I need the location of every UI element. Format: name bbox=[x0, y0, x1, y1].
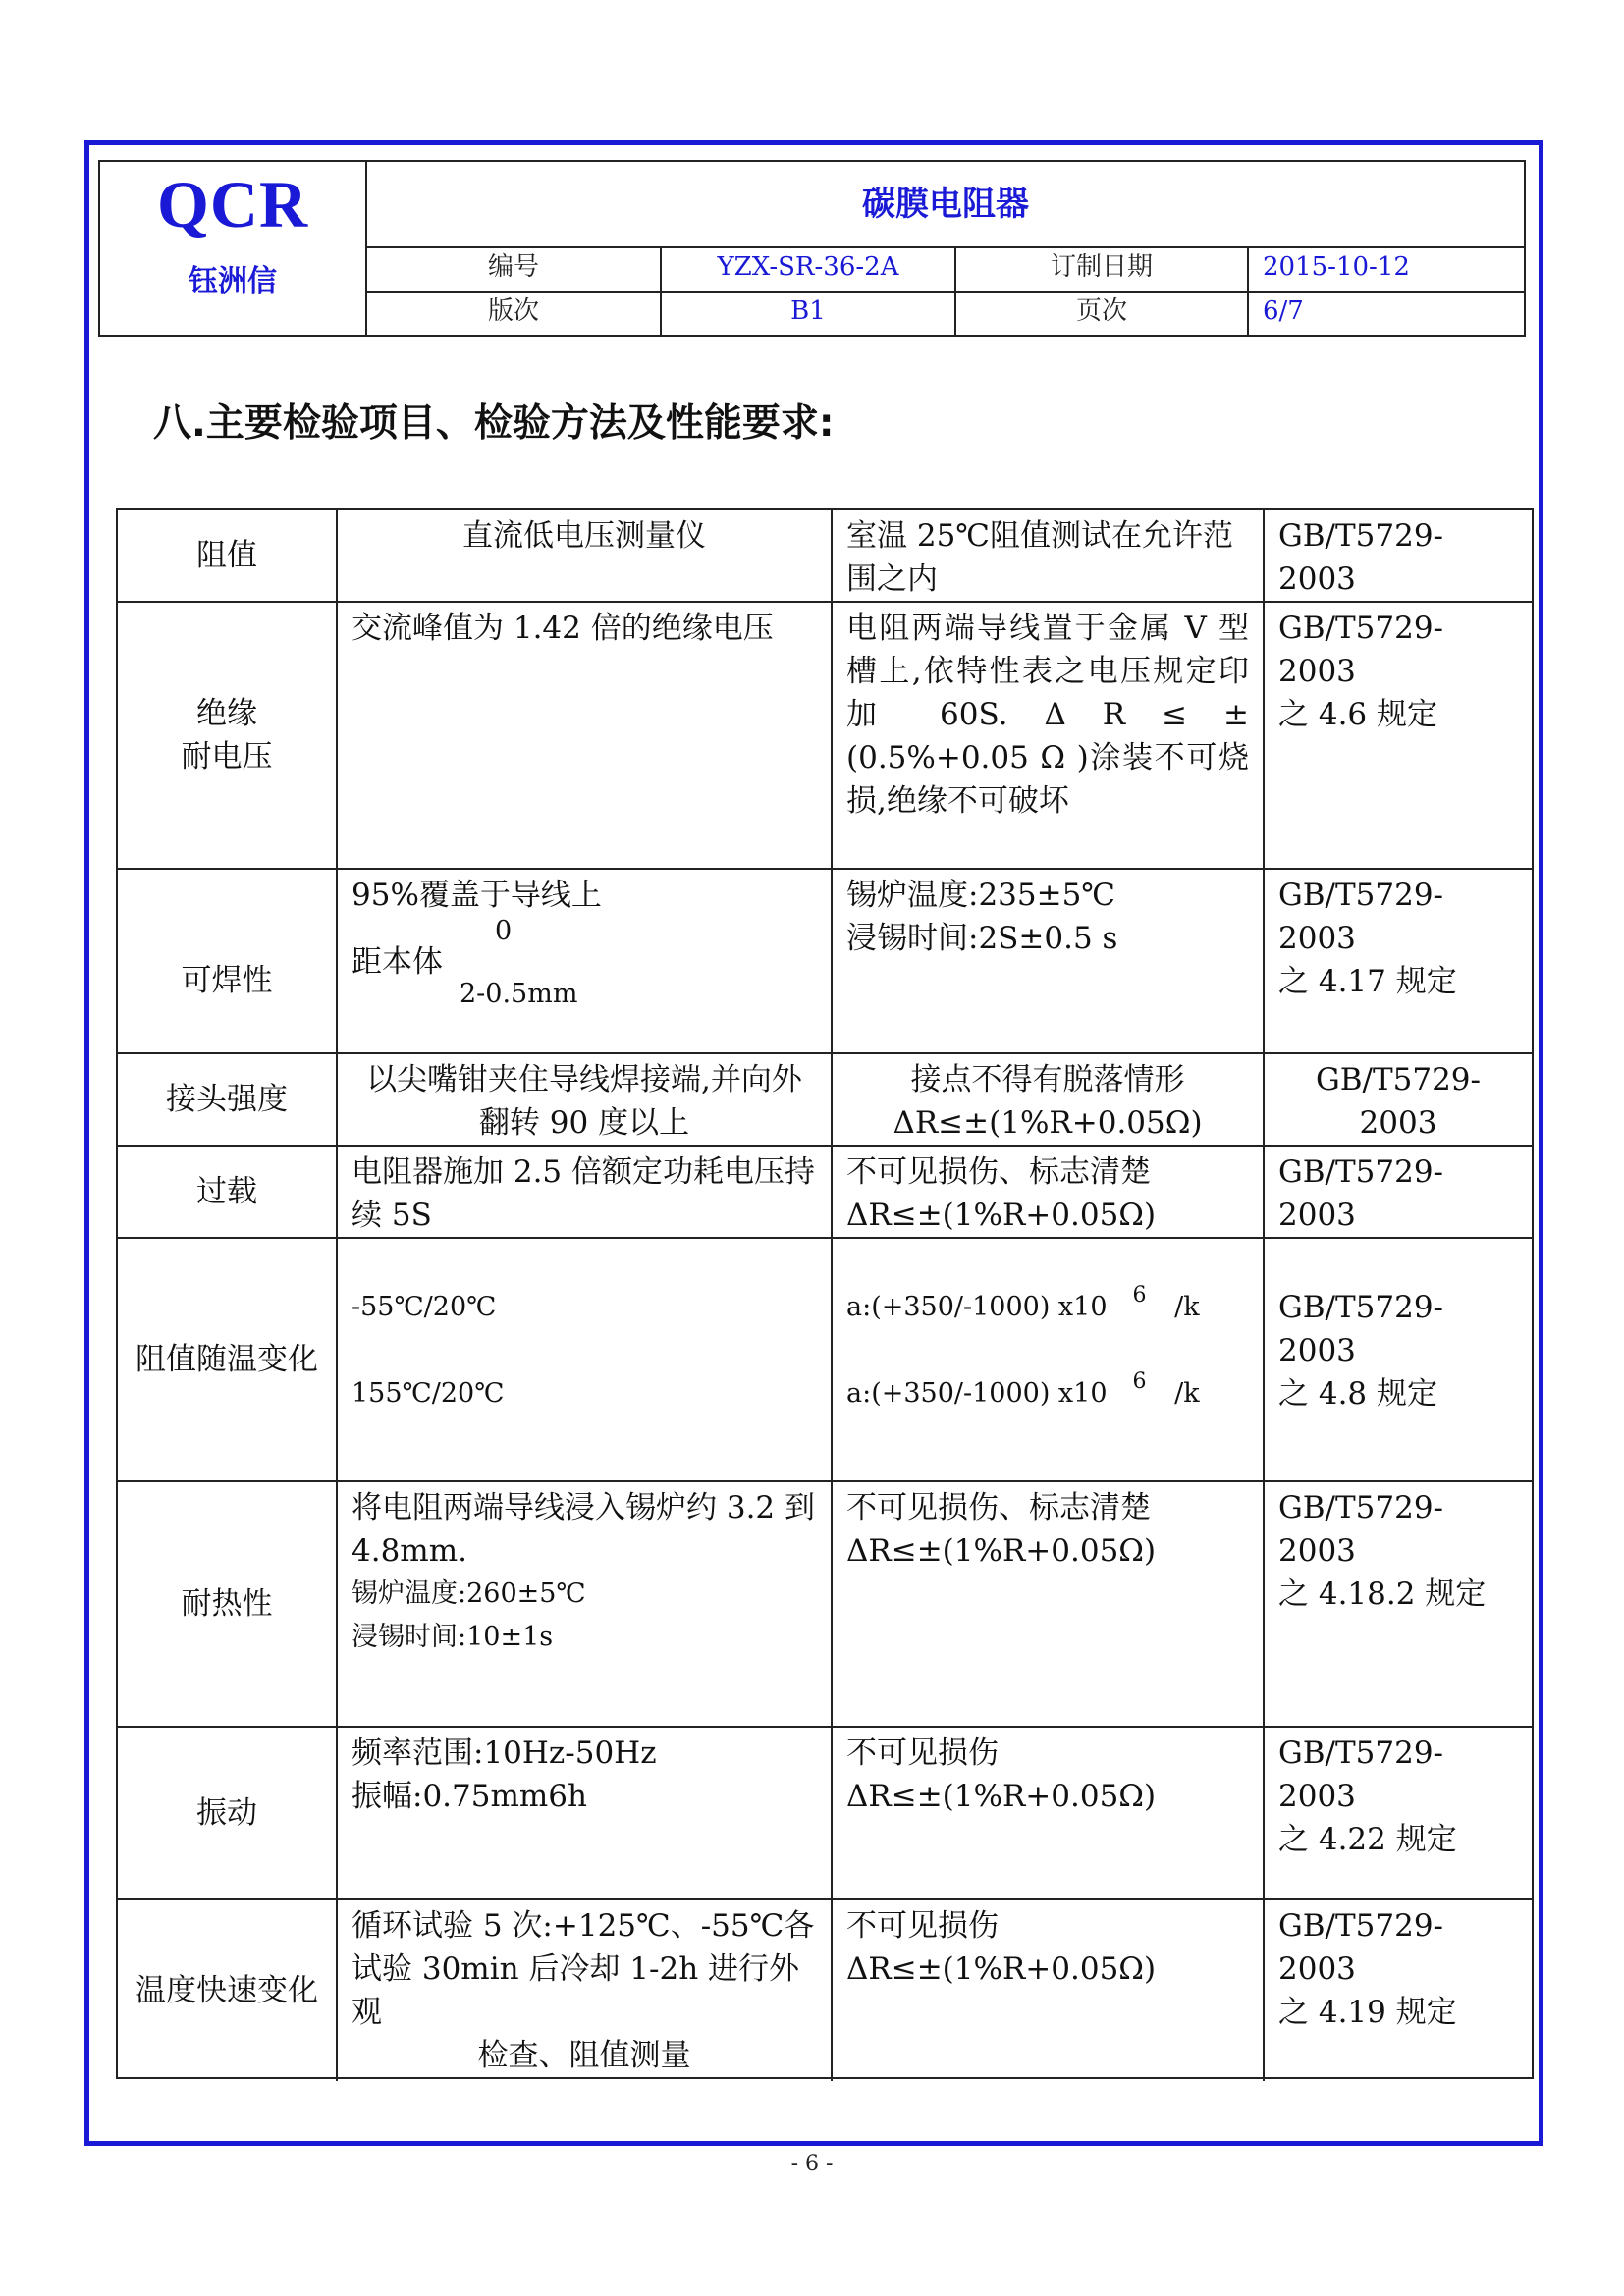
method-text: 以尖嘴钳夹住导线焊接端,并向外翻转 90 度以上 bbox=[366, 1062, 802, 1141]
item-label: 阻值随温变化 bbox=[135, 1342, 318, 1377]
method-text: 95%覆盖于导线上 bbox=[352, 878, 602, 913]
item-label: 阻值 bbox=[196, 538, 257, 573]
header-row-1 bbox=[367, 246, 1524, 293]
requirement-text: ΔR≤±(1%R+0.05Ω) bbox=[893, 1105, 1203, 1141]
requirement-text: 电阻两端导线置于金属 V 型槽上,依特性表之电压规定印 加 60S. Δ R ≤ ±(0.5%+0.05 Ω )涂装不可烧损,绝缘不可破坏 bbox=[846, 611, 1249, 819]
standard-clause: 之 4.19 规定 bbox=[1278, 1995, 1457, 2030]
section-title: 八.主要检验项目、检验方法及性能要求: bbox=[153, 401, 835, 446]
standard-clause: 之 4.8 规定 bbox=[1278, 1376, 1438, 1412]
table-row bbox=[118, 870, 1532, 1054]
requirement-text: 锡炉温度:235±5℃ bbox=[846, 878, 1115, 913]
table-row bbox=[118, 1482, 1532, 1728]
method-text: 循环试验 5 次:+125℃、-55℃各试验 30min 后冷却 1-2h 进行外观 bbox=[352, 1908, 815, 2030]
standard-clause: 之 4.6 规定 bbox=[1278, 697, 1438, 732]
standard-code: GB/T5729-2003 bbox=[1278, 1735, 1444, 1814]
method-cell bbox=[338, 1239, 833, 1480]
table-row bbox=[118, 510, 1532, 603]
method-text: 直流低电压测量仪 bbox=[462, 518, 706, 554]
requirement-text: 浸锡时间:2S±0.5 s bbox=[846, 921, 1118, 956]
method-text: 155℃/20℃ bbox=[352, 1378, 505, 1409]
method-text: 交流峰值为 1.42 倍的绝缘电压 bbox=[352, 611, 774, 646]
standard-code: GB/T5729-2003 bbox=[1278, 1908, 1444, 1987]
item-label: 可焊性 bbox=[181, 963, 273, 998]
unit: /k bbox=[1174, 1292, 1200, 1322]
date-label: 订制日期 bbox=[956, 246, 1249, 291]
method-cell bbox=[338, 1054, 833, 1145]
item-label: 接头强度 bbox=[166, 1082, 288, 1117]
item-cell bbox=[118, 1147, 338, 1237]
method-text: 检查、阻值测量 bbox=[477, 2038, 691, 2073]
standard-code: GB/T5729-2003 bbox=[1278, 1154, 1444, 1233]
table-row bbox=[118, 1728, 1532, 1900]
item-label: 耐热性 bbox=[181, 1586, 273, 1622]
method-cell bbox=[338, 1482, 833, 1726]
standard-code: GB/T5729-2003 bbox=[1278, 611, 1444, 689]
document-title: 碳膜电阻器 bbox=[367, 162, 1524, 248]
item-label: 过载 bbox=[196, 1174, 257, 1209]
item-cell bbox=[118, 1054, 338, 1145]
requirement-text: a:(+350/-1000) x10 bbox=[846, 1292, 1108, 1322]
item-label: 耐电压 bbox=[181, 739, 273, 774]
requirement-text: ΔR≤±(1%R+0.05Ω) bbox=[846, 1533, 1157, 1569]
logo bbox=[100, 162, 367, 335]
version-label: 版次 bbox=[367, 291, 662, 335]
item-cell bbox=[118, 870, 338, 1052]
logo-subtitle: 钰洲信 bbox=[189, 264, 277, 298]
method-cell bbox=[338, 1728, 833, 1898]
standard-cell bbox=[1265, 1147, 1532, 1237]
standard-cell bbox=[1265, 1239, 1532, 1480]
standard-code: GB/T5729-2003 bbox=[1278, 518, 1444, 597]
item-cell bbox=[118, 603, 338, 868]
table-row bbox=[118, 1054, 1532, 1147]
requirement-cell bbox=[833, 1900, 1265, 2081]
method-cell bbox=[338, 870, 833, 1052]
standard-cell bbox=[1265, 1900, 1532, 2081]
number-value: YZX-SR-36-2A bbox=[662, 246, 956, 291]
item-cell bbox=[118, 1728, 338, 1898]
page-value: 6/7 bbox=[1263, 296, 1304, 326]
logo-text: QCR bbox=[156, 167, 309, 241]
table-row bbox=[118, 1239, 1532, 1482]
page-label: 页次 bbox=[956, 291, 1249, 335]
method-cell bbox=[338, 1900, 833, 2081]
requirement-text: a:(+350/-1000) x10 bbox=[846, 1378, 1108, 1409]
standard-clause: 之 4.22 规定 bbox=[1278, 1822, 1457, 1857]
unit: /k bbox=[1174, 1378, 1200, 1409]
method-text: -55℃/20℃ bbox=[352, 1292, 497, 1322]
requirement-text: 不可见损伤 bbox=[846, 1908, 999, 1944]
requirement-cell bbox=[833, 870, 1265, 1052]
requirement-cell bbox=[833, 1239, 1265, 1480]
document-header bbox=[98, 160, 1526, 337]
standard-code: GB/T5729-2003 bbox=[1278, 1290, 1444, 1368]
standard-code: GB/T5729-2003 bbox=[1315, 1062, 1482, 1141]
item-label: 振动 bbox=[196, 1795, 257, 1831]
method-cell bbox=[338, 1147, 833, 1237]
requirement-text: ΔR≤±(1%R+0.05Ω) bbox=[846, 1198, 1157, 1233]
standard-clause: 之 4.18.2 规定 bbox=[1278, 1576, 1487, 1612]
standard-cell bbox=[1265, 1054, 1532, 1145]
method-text: 振幅:0.75mm6h bbox=[352, 1779, 587, 1814]
requirement-cell bbox=[833, 1147, 1265, 1237]
method-text: 距本体 bbox=[352, 944, 443, 980]
item-cell bbox=[118, 1239, 338, 1480]
standard-cell bbox=[1265, 510, 1532, 601]
standard-code: GB/T5729-2003 bbox=[1278, 1490, 1444, 1569]
method-text: 将电阻两端导线浸入锡炉约 3.2 到 4.8mm. bbox=[352, 1490, 816, 1569]
requirement-text: 不可见损伤、标志清楚 bbox=[846, 1490, 1151, 1525]
requirement-cell bbox=[833, 1728, 1265, 1898]
table-row bbox=[118, 603, 1532, 870]
requirement-cell bbox=[833, 1482, 1265, 1726]
item-label: 绝缘 bbox=[196, 696, 257, 731]
version-value: B1 bbox=[662, 291, 956, 335]
requirement-text: 接点不得有脱落情形 bbox=[910, 1062, 1185, 1097]
exponent: 6 bbox=[1132, 1369, 1147, 1394]
item-cell bbox=[118, 1900, 338, 2081]
date-value: 2015-10-12 bbox=[1263, 252, 1410, 282]
method-text: 频率范围:10Hz-50Hz bbox=[352, 1735, 657, 1771]
standard-code: GB/T5729-2003 bbox=[1278, 878, 1444, 956]
requirement-text: 室温 25℃阻值测试在允许范围之内 bbox=[846, 518, 1233, 597]
requirement-cell bbox=[833, 603, 1265, 868]
exponent: 6 bbox=[1132, 1283, 1147, 1308]
requirement-cell bbox=[833, 510, 1265, 601]
standard-clause: 之 4.17 规定 bbox=[1278, 964, 1457, 999]
method-cell bbox=[338, 603, 833, 868]
item-label: 温度快速变化 bbox=[135, 1973, 318, 2008]
method-tolerance-upper: 0 bbox=[495, 916, 513, 946]
method-text: 浸锡时间:10±1s bbox=[352, 1622, 554, 1652]
table-row bbox=[118, 1147, 1532, 1239]
requirement-text: 不可见损伤 bbox=[846, 1735, 999, 1771]
method-cell bbox=[338, 510, 833, 601]
requirement-text: ΔR≤±(1%R+0.05Ω) bbox=[846, 1779, 1157, 1814]
number-label: 编号 bbox=[367, 246, 662, 291]
table-row bbox=[118, 1900, 1532, 2081]
requirement-cell bbox=[833, 1054, 1265, 1145]
method-tolerance-lower: 2-0.5mm bbox=[460, 979, 578, 1009]
item-cell bbox=[118, 510, 338, 601]
standard-cell bbox=[1265, 1482, 1532, 1726]
requirement-text: 不可见损伤、标志清楚 bbox=[846, 1154, 1151, 1190]
method-text: 锡炉温度:260±5℃ bbox=[352, 1578, 586, 1609]
item-cell bbox=[118, 1482, 338, 1726]
page-number: - 6 - bbox=[790, 2152, 834, 2176]
standard-cell bbox=[1265, 870, 1532, 1052]
header-row-2 bbox=[367, 291, 1524, 335]
method-text: 电阻器施加 2.5 倍额定功耗电压持续 5S bbox=[352, 1154, 816, 1233]
inspection-table bbox=[116, 508, 1534, 2079]
standard-cell bbox=[1265, 1728, 1532, 1898]
requirement-text: ΔR≤±(1%R+0.05Ω) bbox=[846, 1951, 1157, 1987]
standard-cell bbox=[1265, 603, 1532, 868]
